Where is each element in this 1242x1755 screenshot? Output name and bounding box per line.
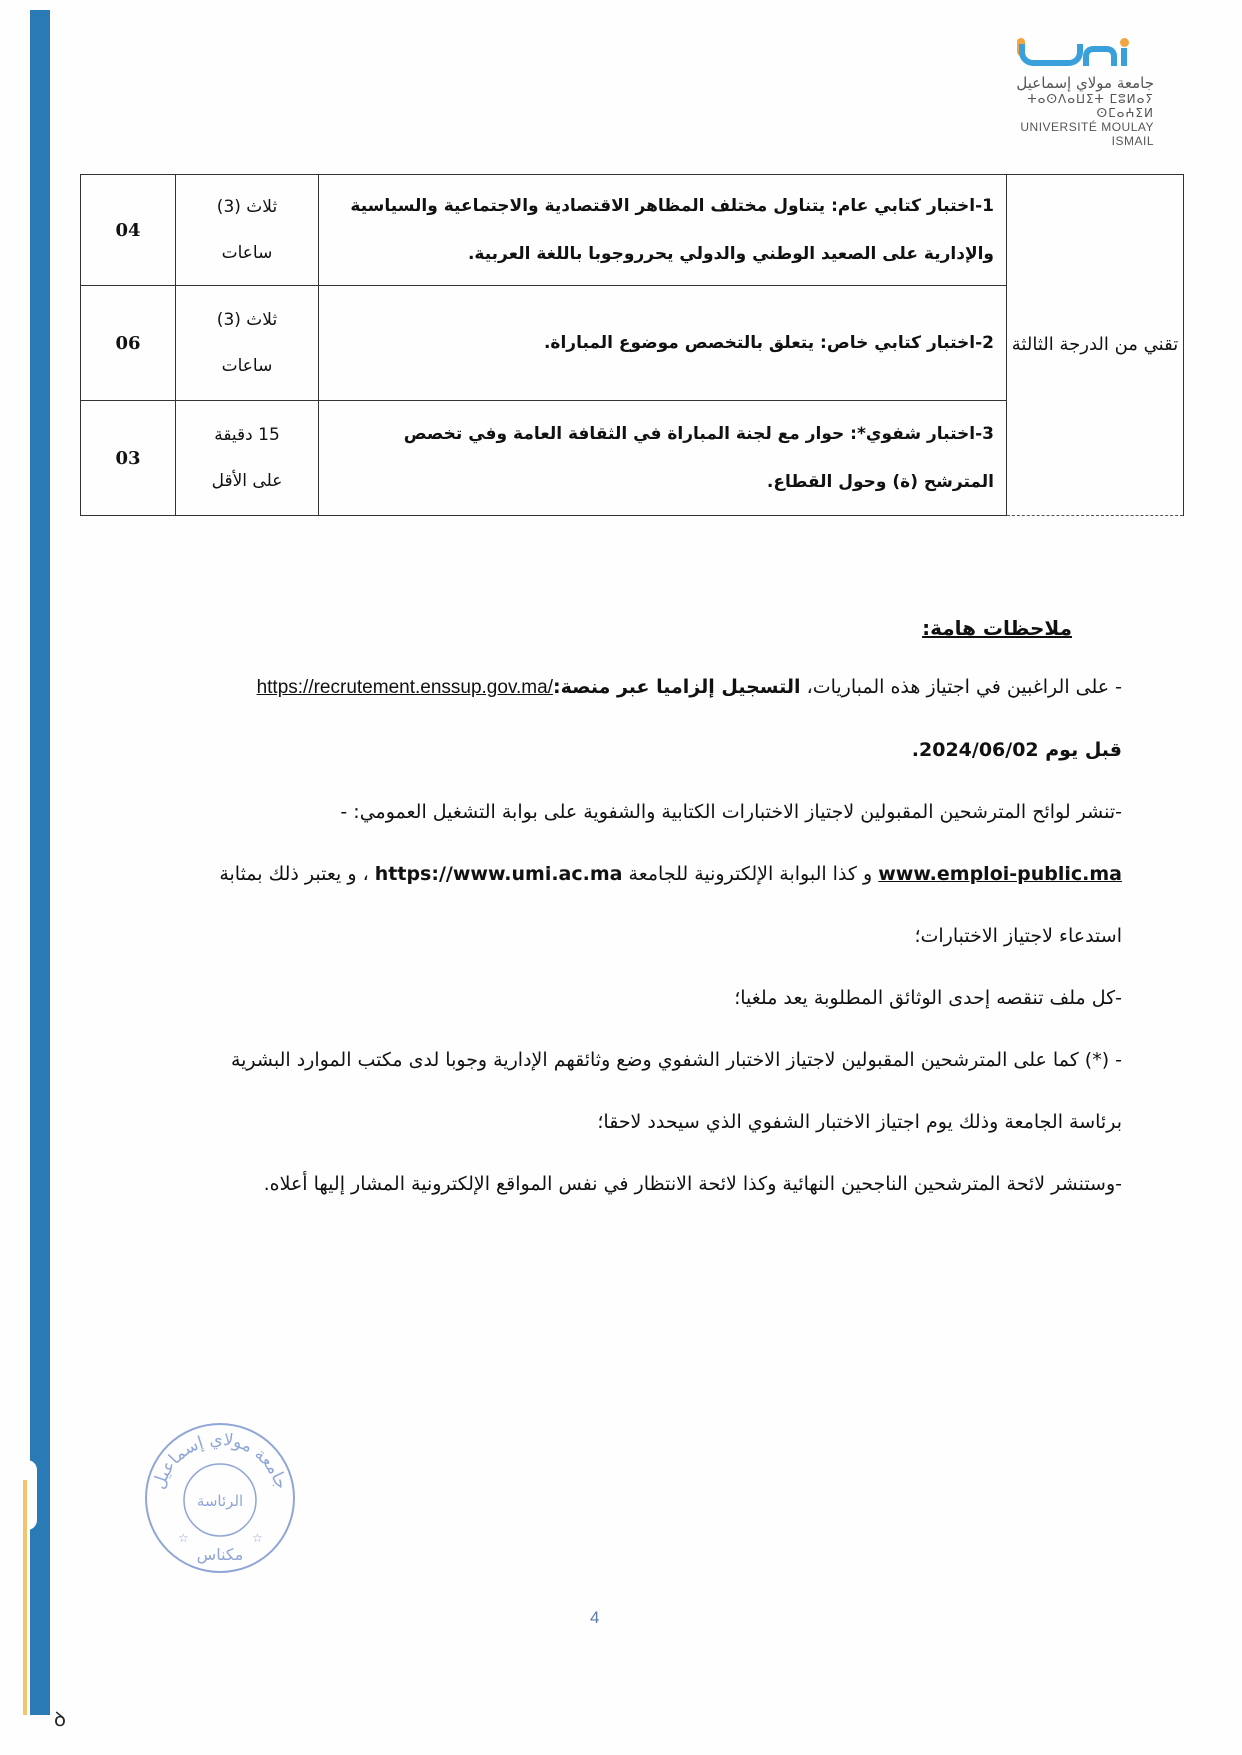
exam-desc-text: حوار مع لجنة المباراة في الثقافة العامة وفي تخصص المترشح (ة) وحول القطاع.: [403, 424, 994, 492]
stamp-inner-text: الرئاسة: [196, 1492, 244, 1510]
note-lists-sites: [90, 843, 1122, 905]
duration-line2: على الأقل: [211, 471, 283, 491]
note-convocation: استدعاء لاجتياز الاختبارات؛: [914, 925, 1122, 947]
exam-coefficient: 03: [81, 401, 176, 516]
duration-line1: ثلاث (3): [216, 310, 278, 330]
exam-table: [80, 174, 1184, 516]
note-text: - على الراغبين في اجتياز هذه المباريات،: [800, 676, 1122, 698]
exam-description: [319, 401, 1007, 516]
exam-duration: [176, 286, 319, 401]
svg-text:جامعة مولاي إسماعيل: [149, 1430, 291, 1492]
notes-title: ملاحظات هامة:: [922, 616, 1072, 640]
note-lists-publication: -تنشر لوائح المترشحين المقبولين لاجتياز الاختبارات الكتابية والشفوية على بوابة التشغيل العمومي: -: [340, 801, 1122, 823]
exam-coefficient: 04: [81, 175, 176, 286]
emploi-public-link[interactable]: www.emploi-public.ma: [878, 863, 1122, 885]
side-bar-yellow: [23, 1480, 27, 1715]
stamp-bottom-text: مكناس: [196, 1545, 244, 1564]
umi-logo-mark: [979, 38, 1154, 74]
duration-line2: ساعات: [221, 243, 273, 263]
grade-cell: [1007, 175, 1184, 516]
recruitment-link[interactable]: https://recrutement.enssup.gov.ma/: [256, 677, 553, 698]
exam-description: [319, 175, 1007, 286]
note-incomplete-file: -كل ملف تنقصه إحدى الوثائق المطلوبة يعد ملغيا؛: [734, 987, 1122, 1009]
side-bar-blue: [30, 10, 50, 1715]
note-registration: [90, 656, 1122, 719]
handwritten-initials: ꝺ: [54, 1707, 66, 1731]
table-row: [81, 175, 1184, 286]
note-text: و كذا البوابة الإلكترونية للجامعة: [622, 863, 879, 885]
exam-label: 2-اختبار كتابي خاص:: [820, 333, 994, 353]
exam-label: 3-اختبار شفوي*:: [850, 424, 994, 444]
duration-line1: 15 دقيقة: [214, 425, 280, 445]
grade-label: تقني من الدرجة الثالثة: [1011, 334, 1179, 355]
stamp-outer-text: جامعة مولاي إسماعيل: [148, 1429, 292, 1492]
logo-m-shape: [1083, 46, 1117, 66]
exam-desc-text: يتعلق بالتخصص موضوع المباراة.: [543, 333, 815, 353]
exam-description: [319, 286, 1007, 401]
stamp-seal-icon: [140, 1418, 300, 1578]
note-oral-documents-cont: برئاسة الجامعة وذلك يوم اجتياز الاختبار الشفوي الذي سيحدد لاحقا؛: [597, 1111, 1122, 1133]
logo-u-shape: [1019, 44, 1083, 66]
stamp-star-icon: ☆: [252, 1531, 263, 1545]
logo-french-name: UNIVERSITÉ MOULAY ISMAIL: [1020, 120, 1154, 148]
note-deadline: قبل يوم 2024/06/02.: [911, 739, 1122, 761]
page-number: 4: [590, 1608, 600, 1627]
exam-desc-text: يتناول مختلف المظاهر الاقتصادية والاجتماعية والسياسية والإدارية على الصعيد الوطني والدولي يحرروجوبا باللغة العربية.: [350, 196, 994, 264]
note-text: ، و يعتبر ذلك بمثابة: [219, 863, 375, 885]
university-logo: [979, 38, 1154, 148]
note-oral-documents: - (*) كما على المترشحين المقبولين لاجتياز الاختبار الشفوي وضع وثائقهم الإدارية وجوبا لدى مكتب الموارد البشرية: [230, 1049, 1122, 1071]
umi-link[interactable]: https://www.umi.ac.ma: [374, 863, 623, 885]
side-bar-notch: [27, 1460, 37, 1530]
logo-tifinagh-name: ⵜⴰⵙⴷⴰⵡⵉⵜ ⵎⵓⵍⴰⵢ ⵙⵎⴰⵄⵉⵍ: [1027, 92, 1154, 120]
exam-duration: [176, 401, 319, 516]
note-bold-text: التسجيل إلزاميا عبر منصة:: [552, 676, 801, 698]
logo-arabic-name: جامعة مولاي إسماعيل: [1016, 74, 1154, 92]
exam-coefficient: 06: [81, 286, 176, 401]
logo-i-stem: [1121, 48, 1127, 66]
presidency-stamp: [140, 1418, 300, 1578]
stamp-star-icon: ☆: [178, 1531, 189, 1545]
exam-duration: [176, 175, 319, 286]
duration-line1: ثلاث (3): [216, 197, 278, 217]
important-notes: [90, 612, 1122, 1215]
logo-i-dot: [1120, 38, 1129, 47]
exam-label: 1-اختبار كتابي عام:: [831, 196, 994, 216]
duration-line2: ساعات: [221, 356, 273, 376]
note-final-results: -وستنشر لائحة المترشحين الناجحين النهائية وكذا لائحة الانتظار في نفس المواقع الإلكترونية المشار إليها أعلاه.: [263, 1173, 1122, 1195]
